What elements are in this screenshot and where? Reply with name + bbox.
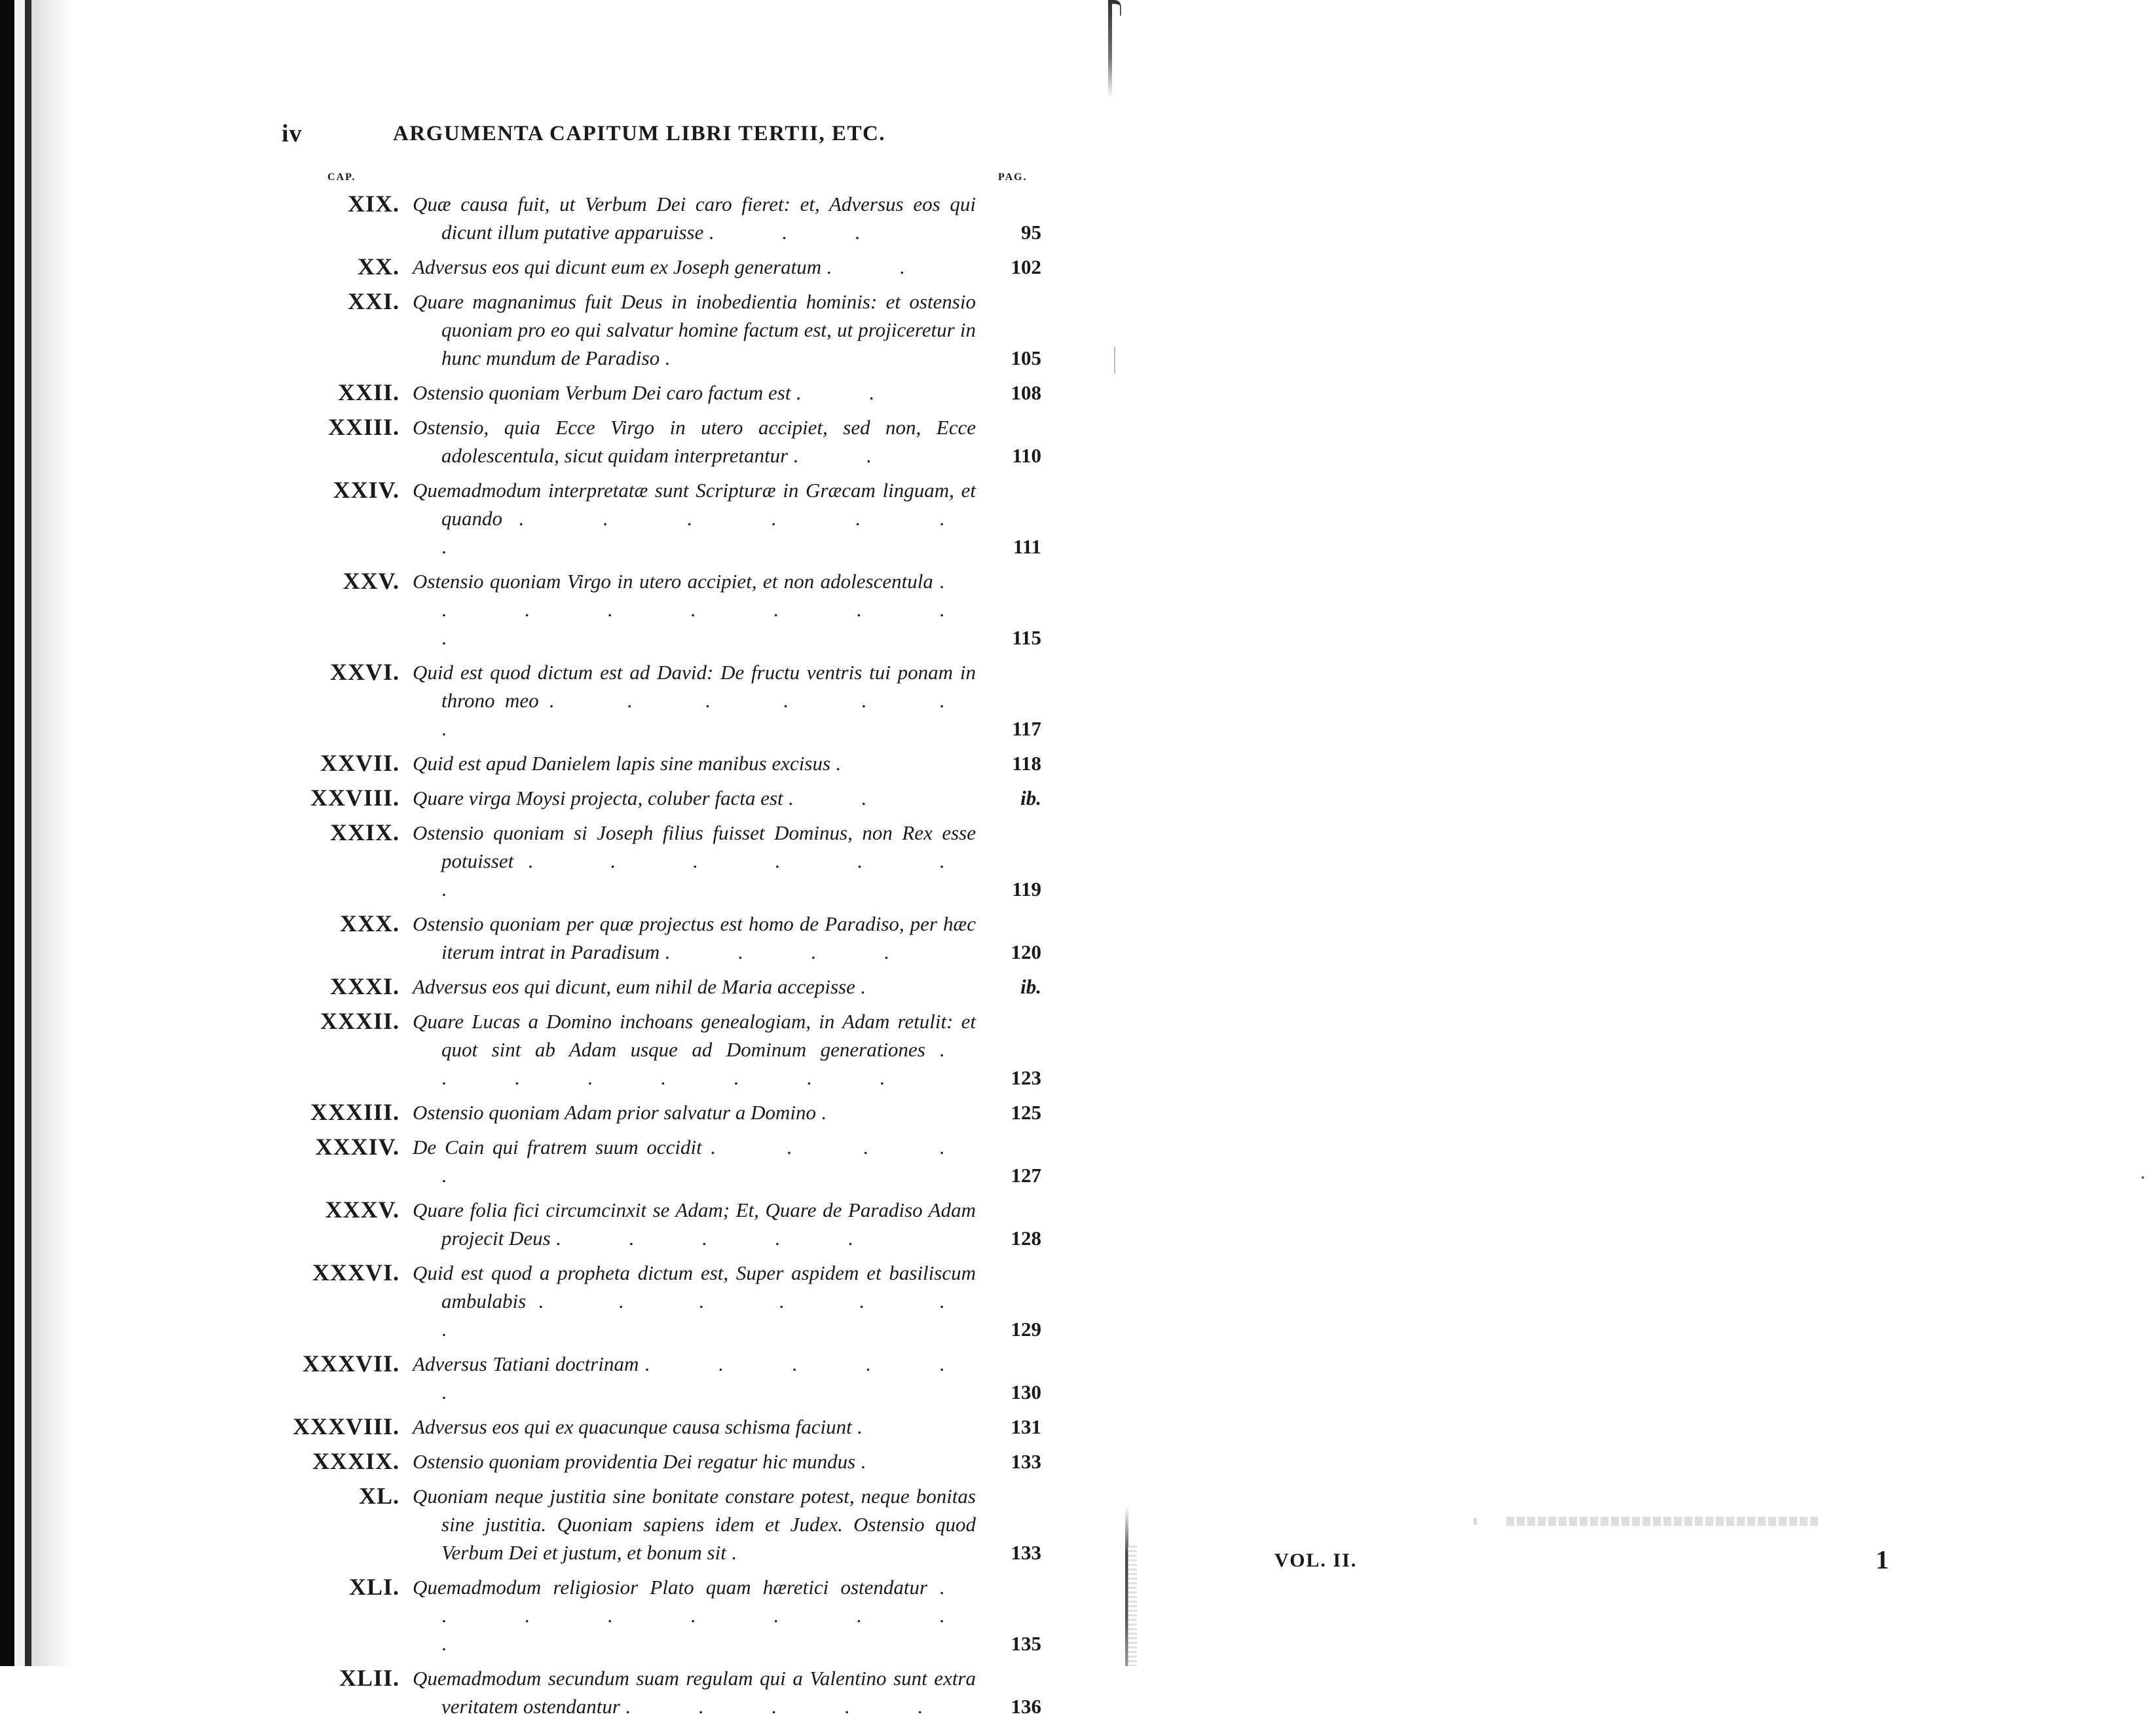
chapter-argument	[413, 1573, 976, 1658]
chapter-argument-text: Adversus eos qui dicunt, eum nihil de Maria accepisse	[413, 975, 855, 998]
chapter-entry	[288, 253, 1048, 281]
chapter-argument-text: Quemadmodum interpretatæ sunt Scripturæ in Græcam linguam, et quando	[413, 479, 976, 530]
chapter-number: XXXIV.	[315, 1134, 400, 1160]
gutter-mark	[1114, 347, 1115, 373]
dot-leader: . . . . . . .	[441, 849, 976, 901]
chapter-argument	[413, 658, 976, 743]
page-reference: 117	[1012, 717, 1041, 740]
chapter-entry	[288, 288, 1048, 372]
chapter-argument-text: Quare magnanimus fuit Deus in inobedientia hominis: et ostensio quoniam pro eo qui salvatur homine factum est, ut projiceretur in hunc mundum de Paradiso	[413, 290, 976, 369]
chapter-entry	[288, 1259, 1048, 1343]
chapter-entry	[288, 1413, 1048, 1441]
chapter-entry	[288, 819, 1048, 903]
page-reference: 111	[1013, 535, 1041, 558]
dot-leader: .	[731, 1541, 768, 1564]
page-reference: 115	[1012, 626, 1041, 649]
page-reference: 110	[1012, 444, 1041, 467]
chapter-number: XXXIII.	[310, 1099, 400, 1125]
chapter-entry	[288, 973, 1048, 1001]
chapter-entry	[288, 1196, 1048, 1252]
dot-leader: . . . . .	[625, 1695, 954, 1718]
scan-edge-left	[0, 0, 14, 1666]
page-reference: 95	[1021, 221, 1041, 244]
dot-leader: . . . . . . . .	[441, 1038, 976, 1089]
chapter-argument	[413, 784, 976, 812]
chapter-entry	[288, 1007, 1048, 1092]
chapter-argument-text: Quid est quod dictum est ad David: De fructu ventris tui ponam in throno meo	[413, 661, 976, 712]
chapter-entry	[288, 1482, 1048, 1567]
chapter-argument	[413, 253, 976, 281]
chapter-argument	[413, 379, 976, 407]
chapter-argument-text: Ostensio quoniam Verbum Dei caro factum est	[413, 381, 791, 404]
chapter-number: XXXV.	[325, 1197, 400, 1223]
chapter-argument	[413, 749, 976, 777]
dot-leader: . . . . . . . . .	[441, 570, 976, 649]
volume-signature: VOL. II.	[1274, 1550, 1358, 1571]
chapter-number: XXXIX.	[312, 1448, 400, 1474]
chapter-argument-text: Ostensio quoniam per quæ projectus est homo de Paradiso, per hæc iterum intrat in Paradisum	[413, 912, 976, 963]
chapter-argument-text: De Cain qui fratrem suum occidit	[413, 1136, 702, 1159]
chapter-number: XXXVII.	[302, 1350, 400, 1377]
chapter-argument-text: Ostensio, quia Ecce Virgo in utero accipiet, sed non, Ecce adolescentula, sicut quidam interpretantur	[413, 416, 976, 467]
page-reference: ib.	[1020, 787, 1041, 809]
chapter-argument	[413, 819, 976, 903]
chapter-argument	[413, 1259, 976, 1343]
chapter-argument	[413, 1133, 976, 1189]
chapter-argument	[413, 1664, 976, 1720]
chapter-entry	[288, 658, 1048, 743]
chapter-number: XXIV.	[333, 477, 400, 503]
chapter-entry	[288, 1350, 1048, 1406]
chapter-entry	[288, 190, 1048, 246]
dot-leader: . .	[796, 381, 906, 404]
chapter-argument	[413, 190, 976, 246]
chapter-argument-text: Quoniam neque justitia sine bonitate constare potest, neque bonitas sine justitia. Quoniam sapiens idem et Judex. Ostensio quod Verbum Dei et justum, et bonum sit	[413, 1485, 976, 1564]
page-reference: 108	[1011, 381, 1041, 404]
chapter-argument-text: Ostensio quoniam Virgo in utero accipiet, et non adolescentula	[413, 570, 933, 593]
gutter-curl	[1111, 0, 1121, 16]
page-reference: 123	[1011, 1066, 1041, 1089]
chapter-entry	[288, 1664, 1048, 1720]
chapter-number: XXXVIII.	[292, 1413, 400, 1439]
chapter-argument	[413, 1196, 976, 1252]
chapter-argument-text: Ostensio quoniam providentia Dei regatur hic mundus	[413, 1450, 856, 1473]
running-title: ARGUMENTA CAPITUM LIBRI TERTII, ETC.	[393, 122, 886, 145]
dot-leader: .	[664, 346, 701, 369]
chapter-argument-text: Quid est quod a propheta dictum est, Super aspidem et basiliscum ambulabis	[413, 1261, 976, 1312]
page-reference: 133	[1011, 1450, 1041, 1473]
chapter-argument	[413, 1098, 976, 1126]
page-reference: 128	[1011, 1227, 1041, 1250]
dot-leader: .	[821, 1101, 858, 1124]
page-reference: 136	[1011, 1695, 1041, 1718]
gutter-fuzz	[1128, 1546, 1137, 1666]
chapter-entry	[288, 413, 1048, 470]
chapter-entry	[288, 749, 1048, 777]
cap-column-label: CAP.	[327, 172, 356, 183]
chapter-number: XXVI.	[329, 659, 400, 685]
chapter-entry	[288, 1133, 1048, 1189]
chapter-argument	[413, 1007, 976, 1092]
page-reference: 119	[1012, 878, 1041, 901]
chapter-argument-text: Ostensio quoniam si Joseph filius fuisset Dominus, non Rex esse potuisset	[413, 821, 976, 872]
folio-number: 1	[1876, 1545, 1889, 1574]
page-reference: 133	[1011, 1541, 1041, 1564]
chapter-entry	[288, 567, 1048, 652]
chapter-entry	[288, 1098, 1048, 1126]
chapter-number: XXVIII.	[310, 785, 400, 811]
chapter-argument	[413, 910, 976, 966]
chapter-number: XXV.	[343, 568, 400, 594]
chapter-argument-text: Quare Lucas a Domino inchoans genealogiam, in Adam retulit: et quot sint ab Adam usque ad Dominum generationes	[413, 1010, 976, 1061]
scan-edge-inner	[25, 0, 31, 1666]
chapter-number: XXI.	[347, 288, 400, 314]
page-reference: 125	[1011, 1101, 1041, 1124]
dot-leader: . . . . . . . . .	[441, 1576, 976, 1655]
page-reference: 130	[1011, 1381, 1041, 1403]
pag-column-label: PAG.	[998, 172, 1028, 183]
chapter-argument-text: Adversus eos qui ex quacunque causa schisma faciunt	[413, 1415, 852, 1438]
chapter-number: XXII.	[337, 379, 400, 405]
dot-leader: . . . . . . .	[441, 1290, 976, 1341]
chapter-entry	[288, 1447, 1048, 1476]
page-reference: 120	[1011, 940, 1041, 963]
chapter-argument-text: Quæ causa fuit, ut Verbum Dei caro fieret: et, Adversus eos qui dicunt illum putative apparuisse	[413, 193, 976, 244]
page-reference: 131	[1011, 1415, 1041, 1438]
page-reference: 102	[1011, 255, 1041, 278]
chapter-number: XXXI.	[329, 973, 400, 999]
dot-leader: .	[857, 1415, 894, 1438]
chapter-number: XXX.	[340, 910, 400, 937]
chapter-number: XXXII.	[320, 1008, 400, 1034]
page-reference: 118	[1012, 752, 1041, 775]
dot-leader: . . . . . . .	[441, 507, 976, 558]
chapter-number: XX.	[358, 253, 400, 280]
chapter-argument-text: Adversus eos qui dicunt eum ex Joseph generatum	[413, 255, 822, 278]
dot-leader: .	[860, 975, 897, 998]
bleed-through-text	[1506, 1517, 1821, 1526]
scan-edge-gap	[14, 0, 25, 1666]
bleed-through-mark	[1474, 1518, 1477, 1525]
page-reference: 135	[1011, 1632, 1041, 1655]
dot-leader: .	[835, 752, 872, 775]
chapter-argument	[413, 1413, 976, 1441]
chapter-argument	[413, 973, 976, 1001]
dot-leader: . .	[826, 255, 937, 278]
chapter-argument	[413, 567, 976, 652]
dot-leader: . . .	[709, 221, 891, 244]
chapter-entry	[288, 379, 1048, 407]
chapter-number: XL.	[358, 1483, 400, 1509]
chapter-number: XXXVI.	[312, 1259, 400, 1286]
page-reference: ib.	[1020, 975, 1041, 998]
chapter-number: XLI.	[348, 1574, 400, 1600]
dot-leader: . .	[793, 444, 903, 467]
chapter-number: XIX.	[347, 191, 400, 217]
chapter-entry	[288, 910, 1048, 966]
page-reference: 127	[1011, 1164, 1041, 1187]
chapter-number: XLII.	[339, 1665, 400, 1691]
chapter-argument	[413, 1350, 976, 1406]
chapter-argument	[413, 288, 976, 372]
chapter-entry	[288, 1573, 1048, 1658]
dot-leader: . . . . .	[441, 1136, 976, 1187]
scan-speck	[2142, 1176, 2144, 1179]
chapter-number: XXIII.	[327, 414, 400, 440]
page-number: iv	[282, 120, 303, 147]
chapter-entry	[288, 476, 1048, 561]
dot-leader: . . . . .	[555, 1227, 885, 1250]
page-reference: 129	[1011, 1318, 1041, 1341]
chapter-argument-text: Quare folia fici circumcinxit se Adam; Et, Quare de Paradiso Adam projecit Deus	[413, 1198, 976, 1250]
dot-leader: . .	[788, 787, 898, 809]
chapter-argument-text: Quemadmodum religiosior Plato quam hæretici ostendatur	[413, 1576, 928, 1599]
dot-leader: . . . .	[665, 940, 921, 963]
dot-leader: . . . . . .	[441, 1352, 976, 1403]
chapter-number: XXVII.	[320, 750, 400, 776]
scan-edge-shadow	[31, 0, 71, 1666]
chapter-argument-text: Quid est apud Danielem lapis sine manibus excisus	[413, 752, 831, 775]
chapter-list	[288, 190, 1048, 1727]
dot-leader: .	[860, 1450, 897, 1473]
chapter-argument-text: Quemadmodum secundum suam regulam qui a Valentino sunt extra veritatem ostendantur	[413, 1667, 976, 1718]
chapter-argument	[413, 1482, 976, 1567]
chapter-argument-text: Adversus Tatiani doctrinam	[413, 1352, 639, 1375]
dot-leader: . . . . . . .	[441, 689, 976, 740]
chapter-entry	[288, 784, 1048, 812]
chapter-argument	[413, 476, 976, 561]
chapter-number: XXIX.	[329, 819, 400, 845]
chapter-argument-text: Quare virga Moysi projecta, coluber facta est	[413, 787, 783, 809]
chapter-argument	[413, 1447, 976, 1476]
chapter-argument	[413, 413, 976, 470]
chapter-argument-text: Ostensio quoniam Adam prior salvatur a Domino	[413, 1101, 817, 1124]
page-reference: 105	[1011, 346, 1041, 369]
